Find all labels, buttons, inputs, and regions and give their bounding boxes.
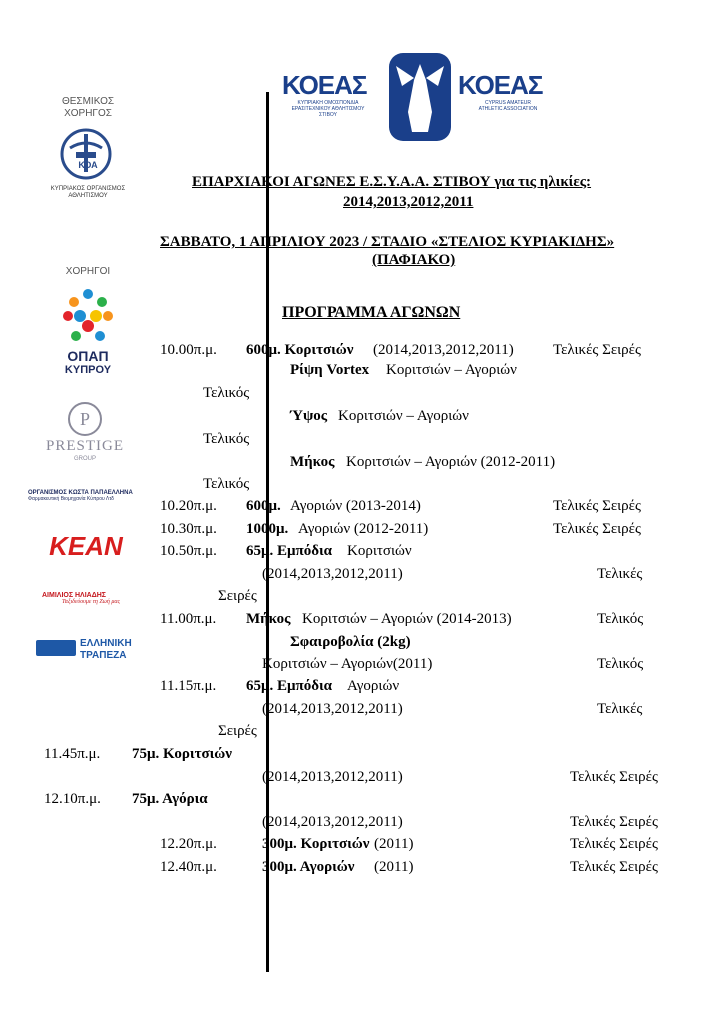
r11-ages: (2014,2013,2012,2011) [262, 769, 403, 785]
r7-type-a: Τελικές [597, 566, 643, 582]
koeas-logo-right: ΚΟΕΑΣ [458, 70, 543, 100]
iliadis-logo [42, 592, 142, 605]
prestige-group: GROUP [73, 456, 96, 462]
koa-name: ΚΥΠΡΙΑΚΟΣ ΟΡΓΑΝΙΣΜΟΣ ΑΘΛΗΤΙΣΜΟΥ [50, 186, 126, 199]
prestige-name: PRESTIGE [45, 438, 124, 454]
r14-type: Τελικές Σειρές [570, 859, 658, 875]
r5-event: 600μ. [246, 498, 281, 514]
r8-type: Τελικός [597, 611, 644, 627]
r8-rest: Κοριτσιών – Αγοριών (2014-2013) [302, 611, 512, 627]
r12-event: 75μ. Αγόρια [132, 791, 208, 807]
papaellina-logo [28, 490, 146, 502]
r14-time: 12.40π.μ. [160, 859, 217, 875]
r5-time: 10.20π.μ. [160, 498, 217, 514]
r14-rest: (2011) [374, 859, 414, 875]
r7-type-b: Σειρές [218, 588, 257, 604]
r1-event: 600μ. Κοριτσιών [246, 342, 354, 358]
r7-event: 65μ. Εμπόδια [246, 543, 333, 559]
r13-event: 300μ. Κοριτσιών [262, 836, 370, 852]
r9-event: Σφαιροβολία (2kg) [290, 634, 411, 650]
r10-type-b: Σειρές [218, 723, 257, 739]
title-line1: ΕΠΑΡΧΙΑΚΟΙ ΑΓΩΝΕΣ Ε.Σ.Υ.Α.Α. ΣΤΙΒΟΥ για τις ηλικίες: [192, 174, 592, 190]
koeas-sub-left: ΚΥΠΡΙΑΚΗ ΟΜΟΣΠΟΝΔΙΑ ΕΡΑΣΙΤΕΧΝΙΚΟΥ ΑΘΛΗΤΙΣΜΟΥ ΣΤΙΒΟΥ [291, 100, 365, 118]
prestige-logo-icon: P [68, 402, 102, 436]
opap-line2: ΚΥΠΡΟΥ [64, 364, 112, 376]
r10-event: 65μ. Εμπόδια [246, 678, 333, 694]
bank-line2: ΤΡΑΠΕΖΑ [80, 650, 127, 661]
r3-event: Ύψος [290, 408, 328, 424]
r7-time: 10.50π.μ. [160, 543, 217, 559]
r13-time: 12.20π.μ. [160, 836, 217, 852]
opap-logo-icon [58, 286, 118, 346]
r8-time: 11.00π.μ. [160, 611, 217, 627]
r11-type: Τελικές Σειρές [570, 769, 658, 785]
r5-type: Τελικές Σειρές [553, 498, 641, 514]
r3-type: Τελικός [203, 431, 250, 447]
r10-rest: Αγοριών [347, 678, 400, 694]
r9-rest: Κοριτσιών – Αγοριών(2011) [262, 656, 433, 672]
title-line3: ΣΑΒΒΑΤΟ, 1 ΑΠΡΙΛΙΟΥ 2023 / ΣΤΑΔΙΟ «ΣΤΕΛΙΟΣ ΚΥΡΙΑΚΙΔΗΣ» [160, 234, 615, 250]
r3-rest: Κοριτσιών – Αγοριών [338, 408, 469, 424]
r12-type: Τελικές Σειρές [570, 814, 658, 830]
koa-logo [56, 128, 116, 184]
r10-type-a: Τελικές [597, 701, 643, 717]
victory-statue-icon [388, 52, 452, 142]
r7-ages: (2014,2013,2012,2011) [262, 566, 403, 582]
r13-rest: (2011) [374, 836, 414, 852]
r11-event: 75μ. Κοριτσιών [132, 746, 232, 762]
r14-event: 300μ. Αγοριών [262, 859, 355, 875]
opap-line1: ΟΠΑΠ [67, 348, 109, 364]
r6-type: Τελικές Σειρές [553, 521, 641, 537]
r6-time: 10.30π.μ. [160, 521, 217, 537]
r12-ages: (2014,2013,2012,2011) [262, 814, 403, 830]
r13-type: Τελικές Σειρές [570, 836, 658, 852]
r7-rest: Κοριτσιών [347, 543, 412, 559]
title-line2: 2014,2013,2012,2011 [343, 194, 474, 210]
r2-rest: Κοριτσιών – Αγοριών [386, 362, 517, 378]
r8-event: Μήκος [246, 611, 291, 627]
title-line4: (ΠΑΦΙΑΚΟ) [372, 252, 456, 268]
koeas-logo-left: ΚΟΕΑΣ [282, 70, 367, 100]
bank-line1: ΕΛΛΗΝΙΚΗ [80, 638, 132, 649]
r12-time: 12.10π.μ. [44, 791, 101, 807]
r2-type: Τελικός [203, 385, 250, 401]
program-heading: ΠΡΟΓΡΑΜΜΑ ΑΓΩΝΩΝ [282, 304, 461, 321]
koeas-sub-right: CYPRUS AMATEUR ATHLETIC ASSOCIATION [478, 100, 538, 112]
iliadis-sub: Ταξιδεύουμε τη Ζωή μας [62, 599, 120, 605]
r6-event: 1000μ. [246, 521, 289, 537]
r10-ages: (2014,2013,2012,2011) [262, 701, 403, 717]
r5-rest: Αγοριών (2013-2014) [290, 498, 421, 514]
r9-type: Τελικός [597, 656, 644, 672]
r2-event: Ρίψη Vortex [290, 362, 370, 378]
iliadis-name: ΑΙΜΙΛΙΟΣ ΗΛΙΑΔΗΣ [42, 592, 106, 599]
r1-time: 10.00π.μ. [160, 342, 217, 358]
r1-type: Τελικές Σειρές [553, 342, 641, 358]
r11-time: 11.45π.μ. [44, 746, 101, 762]
kean-logo: ΚΕΑΝ [49, 531, 123, 561]
r4-event: Μήκος [290, 454, 335, 470]
r10-time: 11.15π.μ. [160, 678, 217, 694]
bank-icon [36, 640, 76, 656]
institutional-sponsor-label: ΘΕΣΜΙΚΟΣ ΧΟΡΗΓΟΣ [61, 96, 115, 119]
r4-rest: Κοριτσιών – Αγοριών (2012-2011) [346, 454, 556, 470]
koa-badge: ΚΟΑ [78, 160, 98, 170]
sponsors-label: ΧΟΡΗΓΟΙ [65, 266, 111, 277]
r6-rest: Αγοριών (2012-2011) [298, 521, 429, 537]
papaellina-sub: Φαρμακευτική Βιομηχανία Κύπρου Λτδ [28, 496, 114, 502]
papaellina-name: ΟΡΓΑΝΙΣΜΟΣ ΚΩΣΤΑ ΠΑΠΑΕΛΛΗΝΑ [28, 490, 133, 496]
r1-ages: (2014,2013,2012,2011) [373, 342, 514, 358]
r4-type: Τελικός [203, 476, 250, 492]
